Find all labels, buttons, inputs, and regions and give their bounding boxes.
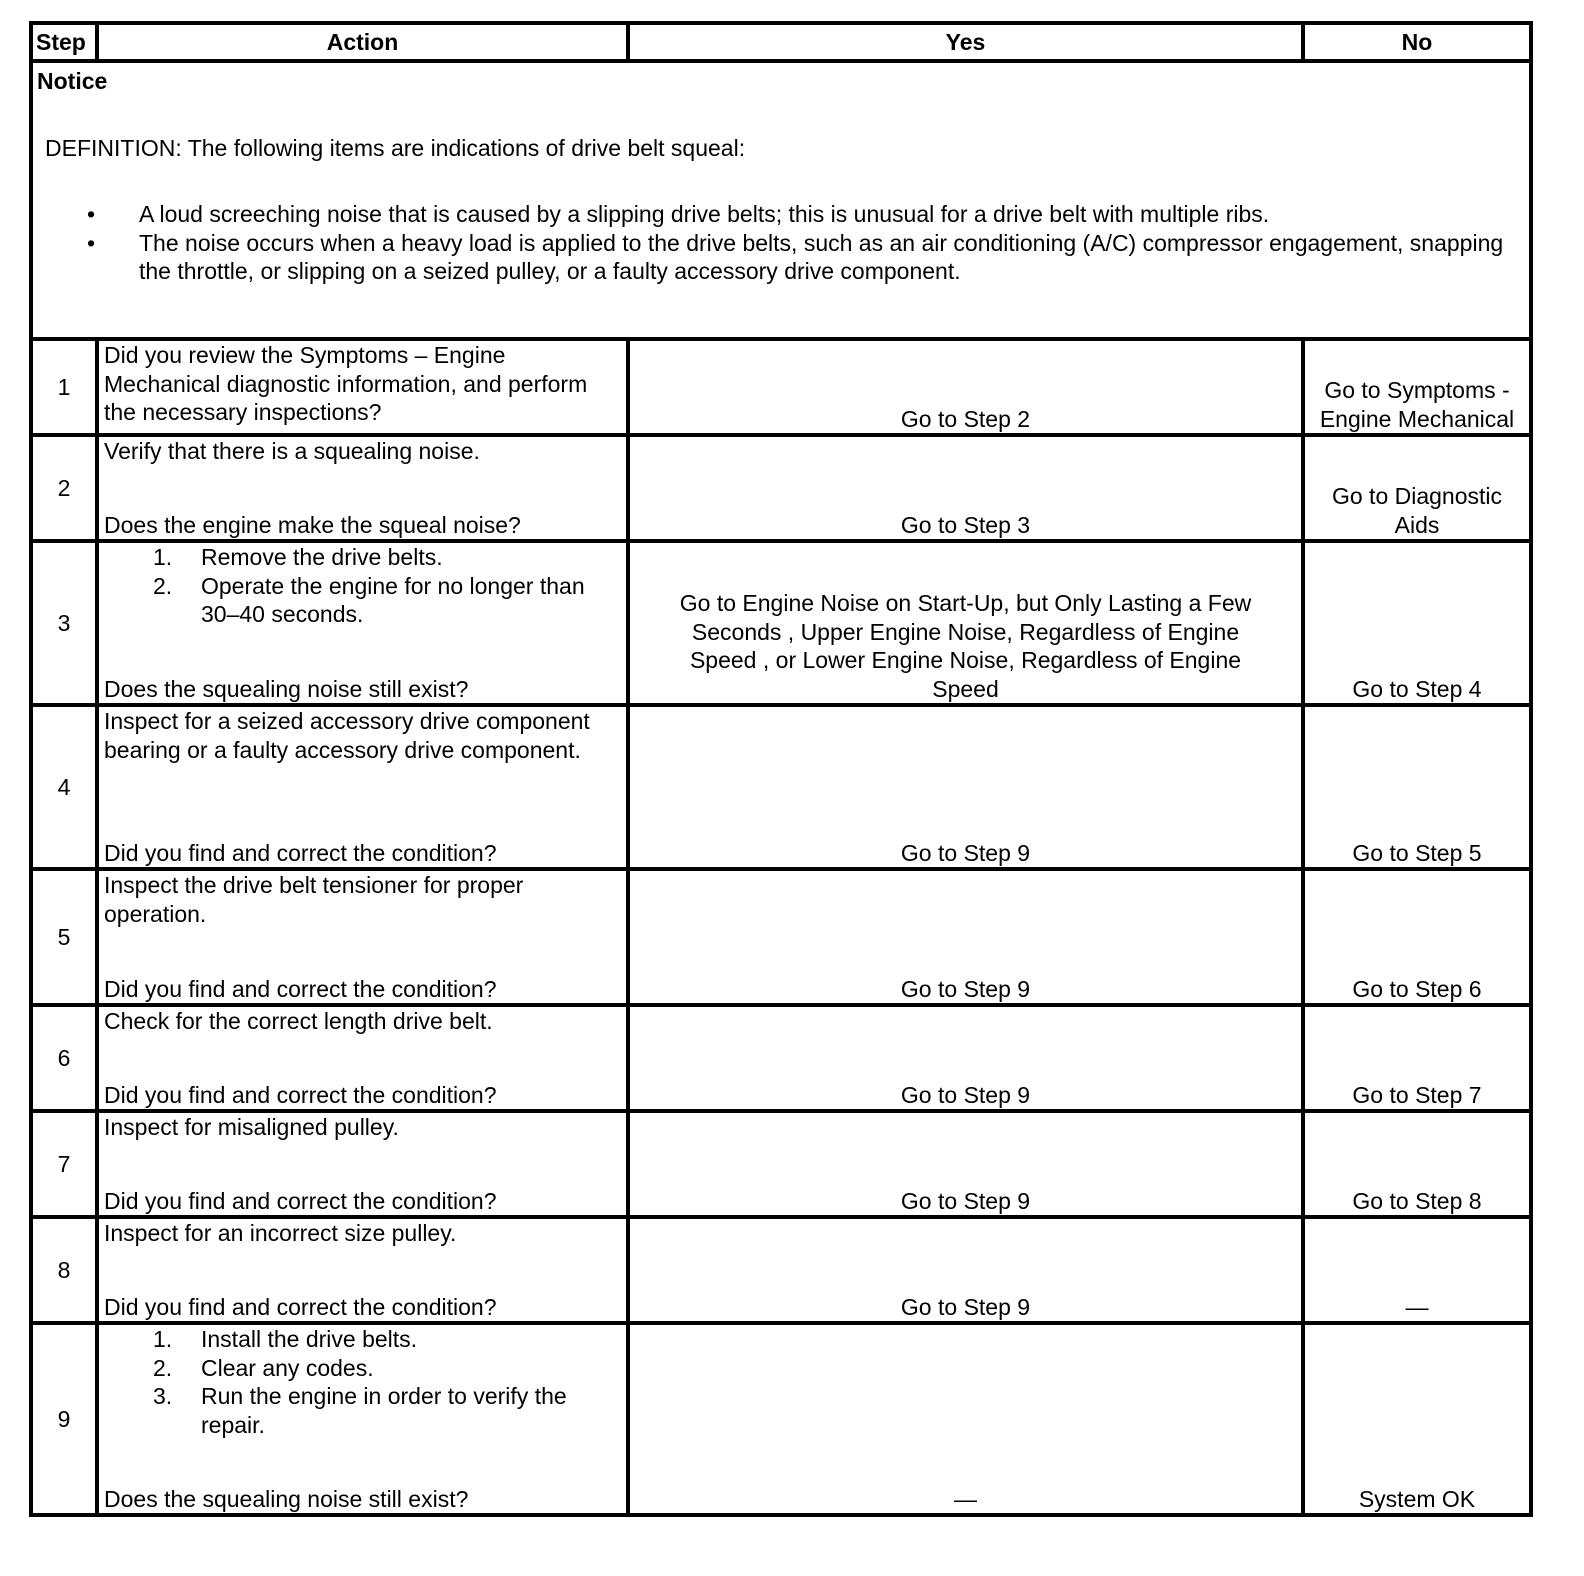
action-text: Inspect for an incorrect size pulley. — [104, 1220, 457, 1246]
header-no: No — [1303, 23, 1531, 61]
action-text: Inspect for a seized accessory drive component bearing or a faulty accessory drive component. — [104, 708, 590, 763]
action-cell — [97, 1217, 628, 1323]
action-cell — [97, 705, 628, 869]
action-question: Did you find and correct the condition? — [104, 1293, 497, 1320]
yes-cell: Go to Step 9 — [628, 869, 1303, 1005]
action-question: Does the squealing noise still exist? — [104, 1485, 469, 1512]
header-yes: Yes — [628, 23, 1303, 61]
action-step-text: Operate the engine for no longer than 30–40 seconds. — [201, 572, 585, 627]
no-cell: Go to Symptoms - Engine Mechanical — [1303, 339, 1531, 435]
table-row — [31, 541, 1531, 705]
action-step-number: 1. — [153, 544, 173, 570]
yes-cell: Go to Step 9 — [628, 1005, 1303, 1111]
action-step-number: 2. — [153, 572, 173, 599]
no-cell: Go to Step 8 — [1303, 1111, 1531, 1217]
action-question: Did you find and correct the condition? — [104, 1081, 497, 1108]
action-text: Verify that there is a squealing noise. — [104, 438, 480, 464]
action-step-text: Install the drive belts. — [201, 1326, 418, 1352]
notice-title: Notice — [37, 68, 108, 94]
action-step-text: Clear any codes. — [201, 1354, 374, 1381]
yes-cell: Go to Step 2 — [628, 339, 1303, 435]
action-text: Inspect for misaligned pulley. — [104, 1114, 399, 1140]
no-cell: Go to Step 4 — [1303, 541, 1531, 705]
yes-cell: — — [628, 1323, 1303, 1515]
action-cell — [97, 869, 628, 1005]
action-step-number: 2. — [153, 1354, 173, 1381]
no-cell: Go to Diagnostic Aids — [1303, 435, 1531, 541]
action-cell — [97, 339, 628, 435]
action-question: Does the squealing noise still exist? — [104, 675, 469, 702]
action-cell — [97, 1111, 628, 1217]
action-cell — [97, 541, 628, 705]
action-step-item — [153, 1382, 621, 1439]
action-question: Did you find and correct the condition? — [104, 1187, 497, 1214]
header-action: Action — [97, 23, 628, 61]
yes-cell: Go to Step 9 — [628, 705, 1303, 869]
table-row — [31, 1323, 1531, 1515]
action-question: Did you find and correct the condition? — [104, 975, 497, 1002]
no-cell: Go to Step 7 — [1303, 1005, 1531, 1111]
notice-definition: DEFINITION: The following items are indications of drive belt squeal: — [45, 134, 746, 161]
notice-cell — [31, 61, 1531, 339]
action-step-list — [104, 543, 621, 629]
table-row — [31, 705, 1531, 869]
table-row — [31, 435, 1531, 541]
step-number: 6 — [31, 1005, 97, 1111]
table-row — [31, 869, 1531, 1005]
action-step-text: Remove the drive belts. — [201, 544, 443, 570]
action-cell — [97, 435, 628, 541]
yes-cell: Go to Step 3 — [628, 435, 1303, 541]
table-row — [31, 1217, 1531, 1323]
action-step-list — [104, 1325, 621, 1439]
action-step-item — [153, 1325, 621, 1354]
action-step-text: Run the engine in order to verify the repair. — [201, 1383, 567, 1438]
yes-cell: Go to Engine Noise on Start-Up, but Only Lasting a Few Seconds , Upper Engine Noise, Regardless of Engine Speed , or Lower Engine Noise, Regardless of Engine Speed — [628, 541, 1303, 705]
action-step-item — [153, 572, 621, 629]
no-cell: System OK — [1303, 1323, 1531, 1515]
header-row — [31, 23, 1531, 61]
step-number: 5 — [31, 869, 97, 1005]
step-number: 1 — [31, 339, 97, 435]
yes-cell: Go to Step 9 — [628, 1217, 1303, 1323]
step-number: 7 — [31, 1111, 97, 1217]
action-step-item — [153, 1354, 621, 1383]
action-question: Does the engine make the squeal noise? — [104, 511, 521, 538]
step-number: 2 — [31, 435, 97, 541]
no-cell: — — [1303, 1217, 1531, 1323]
step-number: 4 — [31, 705, 97, 869]
action-cell — [97, 1323, 628, 1515]
action-text: Did you review the Symptoms – Engine Mechanical diagnostic information, and perform the necessary inspections? — [104, 342, 588, 425]
action-question: Did you find and correct the condition? — [104, 839, 497, 866]
action-cell — [97, 1005, 628, 1111]
notice-bullet: • The noise occurs when a heavy load is applied to the drive belts, such as an air conditioning (A/C) compressor engagement, snapping the throttle, or slipping on a seized pulley, or a faulty accessory drive component. — [139, 229, 1525, 286]
notice-bullet-list — [37, 200, 1525, 286]
notice-bullet: • A loud screeching noise that is caused by a slipping drive belts; this is unusual for a drive belt with multiple ribs. — [139, 200, 1525, 229]
step-number: 3 — [31, 541, 97, 705]
diagnostic-table-document — [29, 21, 1529, 1517]
notice-row — [31, 61, 1531, 339]
table-row — [31, 1005, 1531, 1111]
no-cell: Go to Step 6 — [1303, 869, 1531, 1005]
action-step-number: 1. — [153, 1326, 173, 1352]
yes-cell: Go to Step 9 — [628, 1111, 1303, 1217]
table-row — [31, 339, 1531, 435]
action-step-item — [153, 543, 621, 572]
action-text: Inspect the drive belt tensioner for proper operation. — [104, 872, 524, 927]
action-text: Check for the correct length drive belt. — [104, 1008, 493, 1034]
step-number: 8 — [31, 1217, 97, 1323]
step-number: 9 — [31, 1323, 97, 1515]
no-cell: Go to Step 5 — [1303, 705, 1531, 869]
header-step: Step — [31, 23, 97, 61]
diagnostic-table — [29, 21, 1533, 1517]
table-row — [31, 1111, 1531, 1217]
action-step-number: 3. — [153, 1383, 173, 1409]
